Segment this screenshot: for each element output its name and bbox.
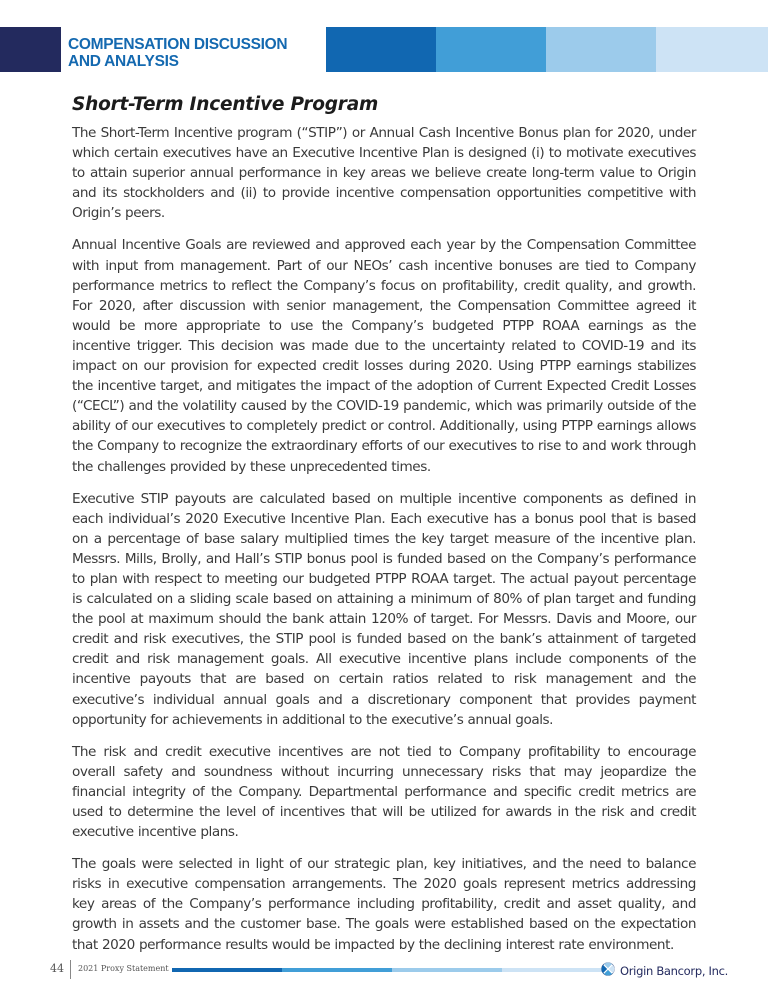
section-title-line2: AND ANALYSIS — [68, 53, 179, 70]
company-logo — [601, 961, 728, 980]
footer-divider — [70, 960, 71, 979]
paragraph-goal-selection: The goals were selected in light of our strategic plan, key initiatives, and the need to balance risks in executive compensation arrangements. The 2020 goals represent metrics addressing key areas of the Company’s performance including profitability, credit and asset quality, and growth in assets and the customer base. The goals were established based on the expectation that 2020 performance results would be impacted by the declining interest rate environment. — [72, 856, 696, 953]
paragraph-stip-payouts: Executive STIP payouts are calculated based on multiple incentive components as defined in each individual’s 2020 Executive Incentive Plan. Each executive has a bonus pool that is based on a percentage of base salary multiplied times the key target measure of the incentive plan. Messrs. Mills, Brolly, and Hall’s STIP bonus pool is funded based on the Company’s performance to plan with respect to meeting our budgeted PTPP ROAA target. The actual payout percentage is calculated on a sliding scale based on attaining a minimum of 80% of plan target and funding the pool at maximum should the bank attain 120% of target. For Messrs. Davis and Moore, our credit and risk executives, the STIP pool is funded based on the bank’s attainment of targeted credit and risk management goals. All executive incentive plans include components of the incentive payouts that are based on certain ratios related to risk management and the executive’s individual annual goals and a discretionary component that provides payment opportunity for achievements in additional to the executive’s annual goals. — [72, 490, 696, 728]
paragraph-stip-overview: The Short-Term Incentive program (“STIP”) or Annual Cash Incentive Bonus plan for 2020, under which certain executives have an Executive Incentive Plan is designed (i) to motivate executives to attain superior annual performance in key areas we believe create long-term value to Origin and its stockholders and (ii) to provide incentive compensation opportunities competitive with Origin’s peers. — [72, 125, 696, 222]
paragraph-annual-goals: Annual Incentive Goals are reviewed and approved each year by the Compensation Committee with input from management. Part of our NEOs’ cash incentive bonuses are tied to Company performance metrics to reflect the Company’s focus on profitability, credit quality, and growth. For 2020, after discussion with senior management, the Compensation Committee agreed it would be more appropriate to use the Company’s budgeted PTPP ROAA earnings as the incentive trigger. This decision was made due to the uncertainty related to COVID-19 and its impact on our provision for expected credit losses during 2020. Using PTPP earnings stabilizes the incentive target, and mitigates the impact of the adoption of Current Expected Credit Losses (“CECL”) and the volatility caused by the COVID-19 pandemic, which was primarily outside of the ability of our executives to completely predict or control. Additionally, using PTPP earnings allows the Company to recognize the extraordinary efforts of our executives to rise to and work through the challenges provided by these unprecedented times. — [72, 237, 696, 475]
header-bar-2 — [436, 27, 546, 72]
document-label: 2021 Proxy Statement — [78, 964, 169, 973]
footer-bar-3 — [392, 968, 502, 972]
footer-bar-1 — [172, 968, 282, 972]
paragraph-risk-credit: The risk and credit executive incentives are not tied to Company profitability to encourage overall safety and soundness without incurring unnecessary risks that may jeopardize the financial integrity of the Company. Departmental performance and specific credit metrics are used to determine the level of incentives that will be utilized for awards in the risk and credit executive incentive plans. — [72, 743, 696, 841]
footer-color-bars — [172, 968, 612, 972]
body-text — [72, 123, 696, 967]
page-heading: Short-Term Incentive Program — [72, 94, 379, 115]
header-bar-4 — [656, 27, 768, 72]
header-color-bars — [326, 27, 768, 72]
origin-logo-icon — [601, 961, 615, 980]
footer-bar-4 — [502, 968, 612, 972]
section-title — [68, 36, 287, 70]
company-name: Origin Bancorp, Inc. — [620, 963, 728, 978]
section-title-line1: COMPENSATION DISCUSSION — [68, 36, 288, 53]
header-bar-3 — [546, 27, 656, 72]
page-number: 44 — [50, 962, 64, 975]
footer-bar-2 — [282, 968, 392, 972]
page-footer — [0, 958, 768, 982]
header-bar-1 — [326, 27, 436, 72]
header-accent-square — [0, 27, 61, 72]
